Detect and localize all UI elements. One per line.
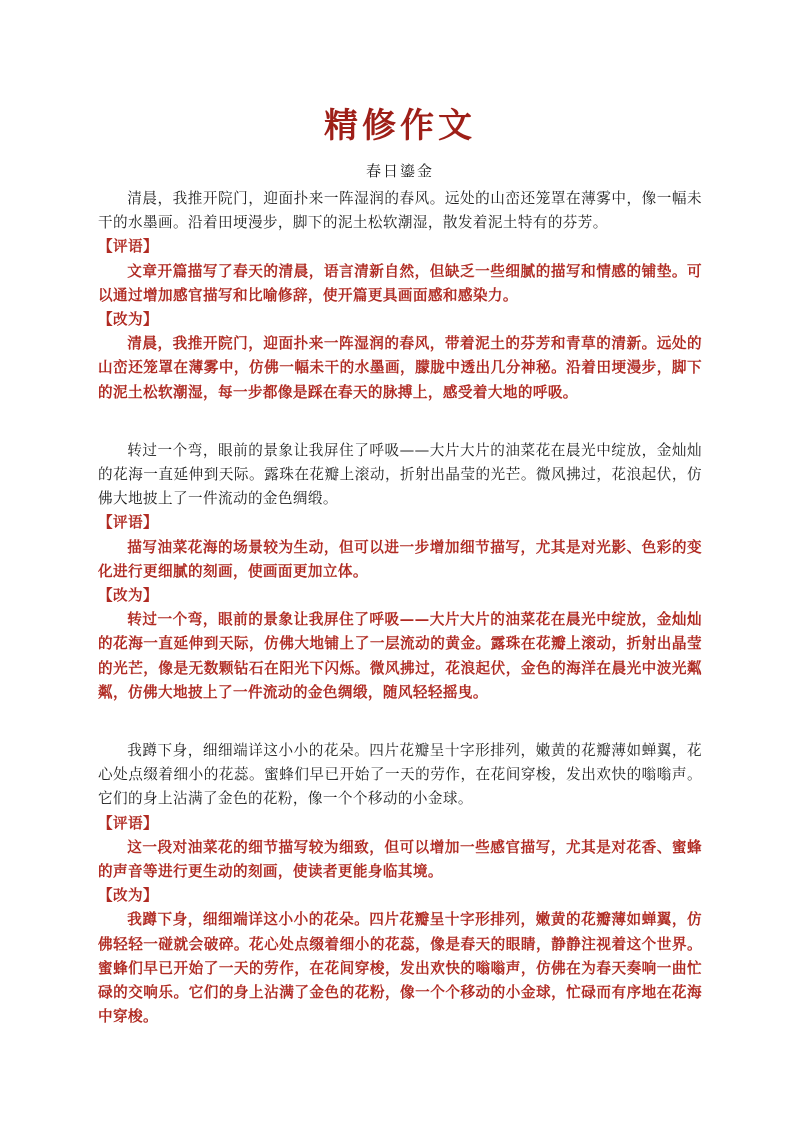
original-paragraph: 我蹲下身，细细端详这小小的花朵。四片花瓣呈十字形排列，嫩黄的花瓣薄如蝉翼，花心处点缀着细小的花蕊。蜜蜂们早已开始了一天的劳作，在花间穿梭，发出欢快的嗡嗡声。它们的身上沾满了金色的花粉，像一个个移动的小金球。: [98, 742, 702, 808]
revision-label: 【改为】: [98, 587, 158, 605]
comment-label: 【评语】: [98, 814, 158, 832]
comment-paragraph: 文章开篇描写了春天的清晨，语言清新自然，但缺乏一些细腻的描写和情感的铺垫。可以通过增加感官描写和比喻修辞，使开篇更具画面感和感染力。: [98, 262, 702, 304]
essay-section-1: [98, 187, 702, 405]
comment-label: 【评语】: [98, 238, 158, 256]
revision-paragraph: 清晨，我推开院门，迎面扑来一阵湿润的春风，带着泥土的芬芳和青草的清新。远处的山峦还笼罩在薄雾中，仿佛一幅未干的水墨画，朦胧中透出几分神秘。沿着田埂漫步，脚下的泥土松软潮湿，每一步都像是踩在春天的脉搏上，感受着大地的呼吸。: [98, 335, 702, 401]
essay-section-3: [98, 739, 702, 1029]
original-paragraph: 转过一个弯，眼前的景象让我屏住了呼吸——大片大片的油菜花在晨光中绽放，金灿灿的花海一直延伸到天际。露珠在花瓣上滚动，折射出晶莹的光芒。微风拂过，花浪起伏，仿佛大地披上了一件流动的金色绸缎。: [98, 441, 702, 508]
document-content: [98, 0, 702, 1030]
revision-label: 【改为】: [98, 311, 158, 329]
page-title: 精修作文: [324, 106, 476, 146]
revision-paragraph: 转过一个弯，眼前的景象让我屏住了呼吸——大片大片的油菜花在晨光中绽放，金灿灿的花海一直延伸到天际，仿佛大地铺上了一层流动的黄金。露珠在花瓣上滚动，折射出晶莹的光芒，像是无数颗钻石在阳光下闪烁。微风拂过，花浪起伏，金色的海洋在晨光中波光粼粼，仿佛大地披上了一件流动的金色绸缎，随风轻轻摇曳。: [98, 611, 702, 701]
essay-section-2: [98, 439, 702, 705]
revision-paragraph: 我蹲下身，细细端详这小小的花朵。四片花瓣呈十字形排列，嫩黄的花瓣薄如蝉翼，仿佛轻轻一碰就会破碎。花心处点缀着细小的花蕊，像是春天的眼睛，静静注视着这个世界。蜜蜂们早已开始了一天的劳作，在花间穿梭，发出欢快的嗡嗡声，仿佛在为春天奏响一曲忙碌的交响乐。它们的身上沾满了金色的花粉，像一个个移动的小金球，忙碌而有序地在花海中穿梭。: [98, 911, 702, 1026]
comment-paragraph: 描写油菜花海的场景较为生动，但可以进一步增加细节描写，尤其是对光影、色彩的变化进行更细腻的刻画，使画面更加立体。: [98, 538, 702, 580]
page-subtitle: 春日鎏金: [365, 161, 434, 180]
comment-paragraph: 这一段对油菜花的细节描写较为细致，但可以增加一些感官描写，尤其是对花香、蜜蜂的声音等进行更生动的刻画，使读者更能身临其境。: [98, 838, 702, 881]
revision-label: 【改为】: [98, 887, 158, 905]
comment-label: 【评语】: [98, 514, 158, 532]
original-paragraph: 清晨，我推开院门，迎面扑来一阵湿润的春风。远处的山峦还笼罩在薄雾中，像一幅未干的水墨画。沿着田埂漫步，脚下的泥土松软潮湿，散发着泥土特有的芬芳。: [98, 190, 702, 232]
